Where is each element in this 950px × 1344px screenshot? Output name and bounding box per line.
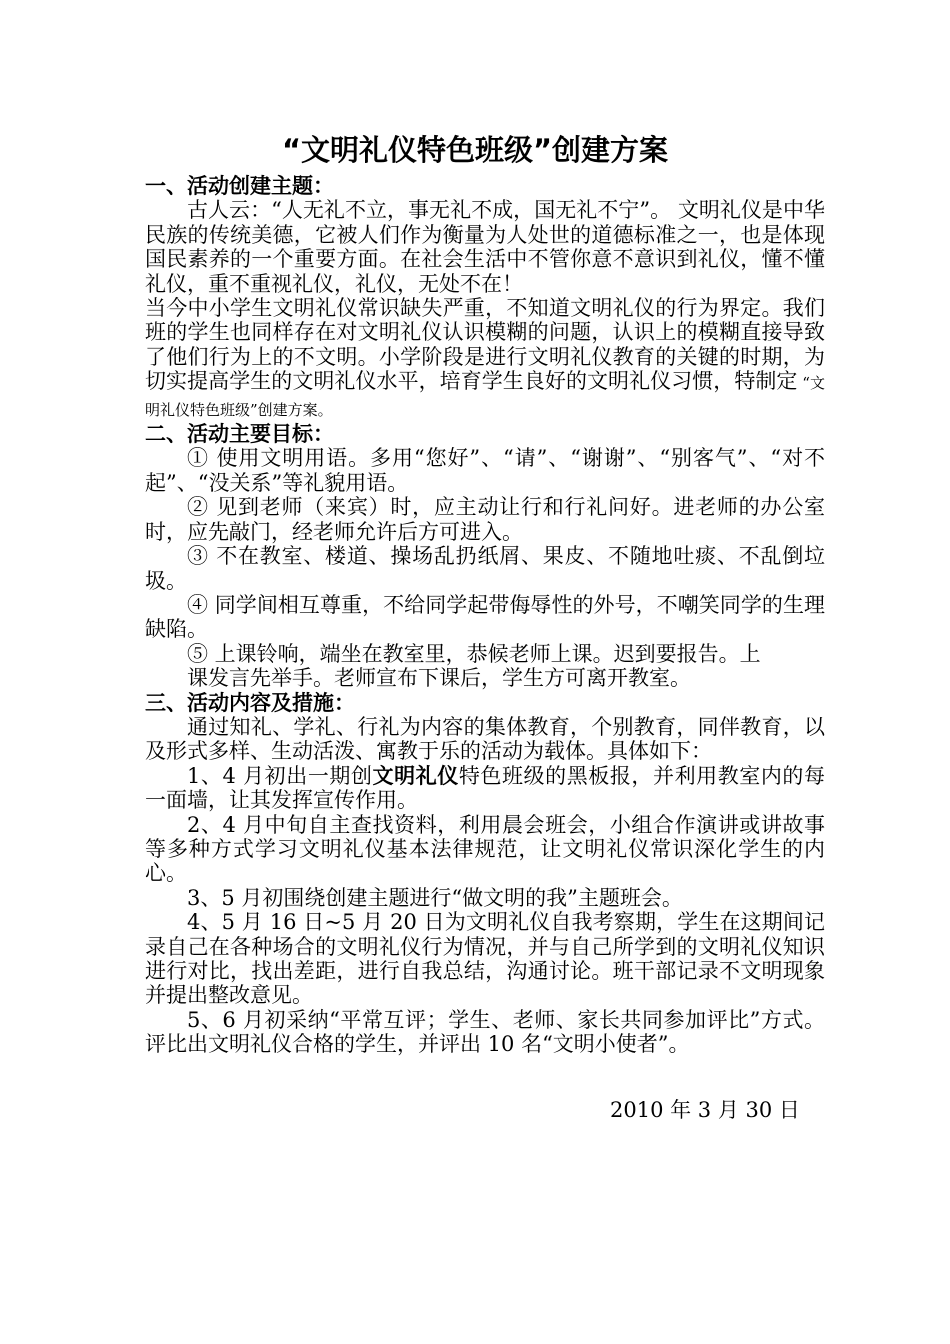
section-3-heading: 三、活动内容及措施： — [145, 690, 355, 715]
section-1-paragraph-2 — [145, 296, 825, 422]
goal-3: ③ 不在教室、楼道、操场乱扔纸屑、果皮、不随地吐痰、不乱倒垃圾。 — [145, 544, 825, 593]
document-date: 2010 年 3 月 30 日 — [610, 1098, 800, 1122]
measure-1 — [145, 764, 825, 813]
goal-4: ④ 同学间相互尊重，不给同学起带侮辱性的外号，不嘲笑同学的生理缺陷。 — [145, 592, 825, 642]
measure-4: 4、5 月 16 日~5 月 20 日为文明礼仪自我考察期，学生在这期间记录自己在各种场合的文明礼仪行为情况，并与自己所学到的文明礼仪知识进行对比，找出差距，进行自我总结，沟通讨论。班干部记录不文明现象并提出整改意见。 — [145, 910, 825, 1008]
measure-1-part-b: 特色班级的黑板报，并利用教室内的每一面墙，让其发挥宣传作用。 — [145, 763, 825, 813]
measure-1-part-a: 1、4 月初出一期创 — [187, 763, 373, 788]
measure-1-bold: 文明礼仪 — [372, 762, 459, 788]
section-3-intro: 通过知礼、学礼、行礼为内容的集体教育，个别教育，同伴教育，以及形式多样、生动活泼、寓教于乐的活动为载体。具体如下： — [145, 714, 825, 764]
document-body — [145, 174, 825, 1057]
goal-2: ② 见到老师（来宾）时，应主动让行和行礼问好。进老师的办公室时，应先敲门，经老师允许后方可进入。 — [145, 495, 825, 544]
goal-5-line-1: ⑤ 上课铃响，端坐在教室里，恭候老师上课。迟到要报告。上 — [187, 641, 761, 666]
section-1-paragraph-2-main: 当今中小学生文明礼仪常识缺失严重，不知道文明礼仪的行为界定。我们班的学生也同样存在对文明礼仪认识模糊的问题，认识上的模糊直接导致了他们行为上的不文明。小学阶段是进行文明礼仪教育的关键的时期，为切实提高学生的文明礼仪水平，培育学生良好的文明礼仪习惯，特制定 — [145, 296, 825, 394]
section-2-heading: 二、活动主要目标： — [145, 422, 334, 447]
goal-5 — [145, 642, 825, 691]
document-title: “文明礼仪特色班级”创建方案 — [281, 133, 669, 167]
section-1-paragraph-2-small: “文明礼仪特色班级”创建方案。 — [145, 374, 826, 419]
section-1-paragraph-1: 古人云：“人无礼不立，事无礼不成，国无礼不宁”。 文明礼仪是中华民族的传统美德，它被人们作为衡量为人处世的道德标准之一，也是体现国民素养的一个重要方面。在社会生活中不管你意不意识到礼仪，懂不懂礼仪，重不重视礼仪，礼仪，无处不在！ — [145, 198, 825, 296]
measure-3: 3、5 月初围绕创建主题进行“做文明的我”主题班会。 — [187, 885, 683, 910]
section-1-heading: 一、活动创建主题： — [145, 174, 334, 198]
measure-5: 5、6 月初采纳“平常互评；学生、老师、家长共同参加评比”方式。评比出文明礼仪合格的学生，并评出 10 名“文明小使者”。 — [145, 1007, 825, 1057]
goal-5-line-2: 课发言先举手。老师宣布下课后，学生方可离开教室。 — [187, 666, 691, 691]
measure-2: 2、4 月中旬自主查找资料，利用晨会班会，小组合作演讲或讲故事 等多种方式学习文明礼仪基本法律规范，让文明礼仪常识深化学生的内心。 — [145, 812, 825, 886]
goal-1: ① 使用文明用语。多用“您好”、“请”、“谢谢”、“别客气”、“对不起”、“没关系”等礼貌用语。 — [145, 446, 825, 495]
